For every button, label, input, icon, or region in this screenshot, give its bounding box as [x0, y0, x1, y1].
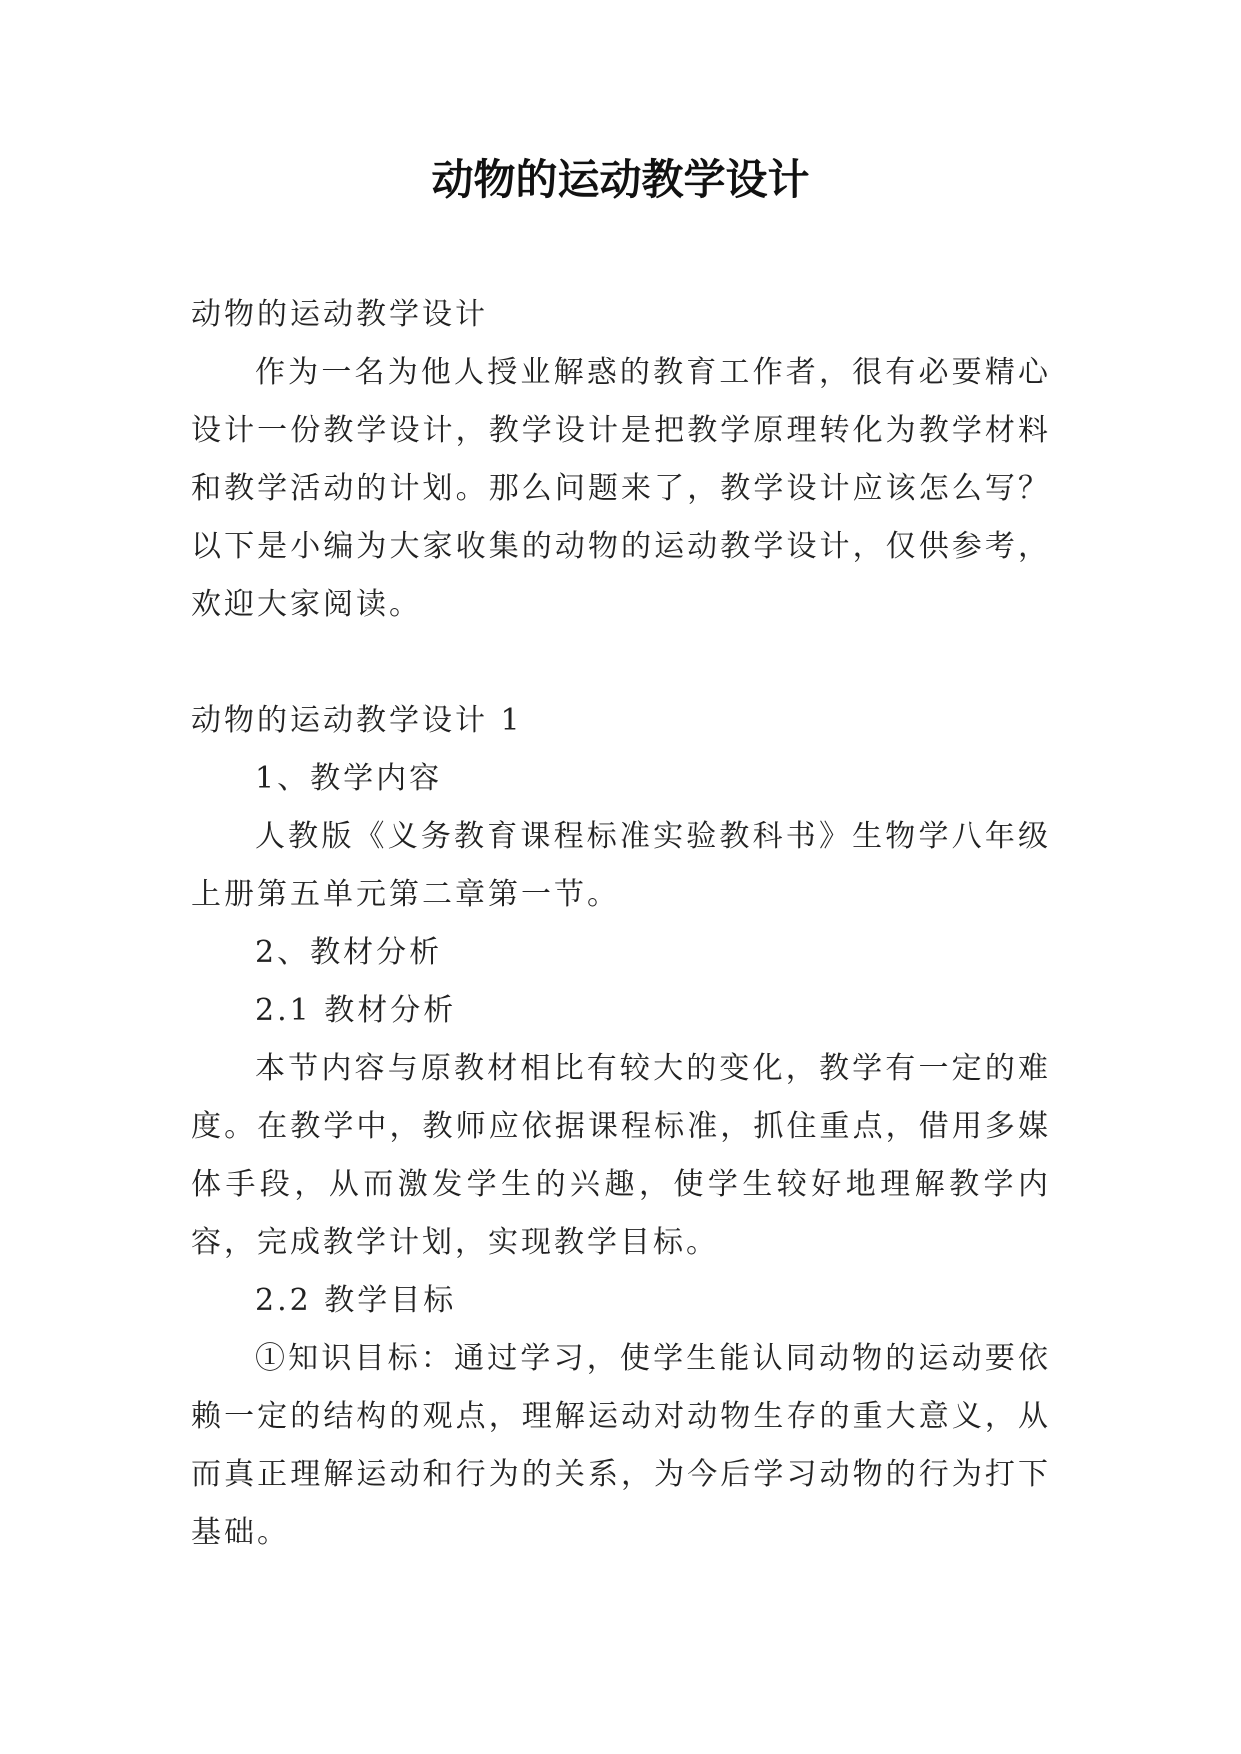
section-heading: 动物的运动教学设计 1 [191, 703, 523, 738]
paragraph-material-analysis: 本节内容与原教材相比有较大的变化，教学有一定的难度。在教学中，教师应依据课程标准，抓住重点，借用多媒体手段，从而激发学生的兴趣，使学生较好地理解教学内容，完成教学计划，实现教学目标。 [191, 1051, 1051, 1260]
heading-material-analysis: 2、教材分析 [255, 935, 443, 970]
intro-paragraph: 作为一名为他人授业解惑的教育工作者，很有必要精心设计一份教学设计，教学设计是把教学原理转化为教学材料和教学活动的计划。那么问题来了，教学设计应该怎么写？以下是小编为大家收集的动物的运动教学设计，仅供参考，欢迎大家阅读。 [191, 355, 1051, 622]
paragraph-knowledge-goal: ①知识目标：通过学习，使学生能认同动物的运动要依赖一定的结构的观点，理解运动对动物生存的重大意义，从而真正理解运动和行为的关系，为今后学习动物的行为打下基础。 [191, 1341, 1051, 1550]
section-spacer [191, 634, 1051, 692]
paragraph-teaching-content: 人教版《义务教育课程标准实验教科书》生物学八年级上册第五单元第二章第一节。 [191, 819, 1051, 912]
subheading-teaching-goals: 2.2 教学目标 [255, 1283, 457, 1318]
document-body [191, 286, 1051, 1562]
subheading-material-analysis: 2.1 教材分析 [255, 993, 457, 1028]
document-subtitle: 动物的运动教学设计 [191, 297, 488, 332]
heading-teaching-content: 1、教学内容 [255, 761, 443, 796]
document-title: 动物的运动教学设计 [431, 155, 810, 204]
